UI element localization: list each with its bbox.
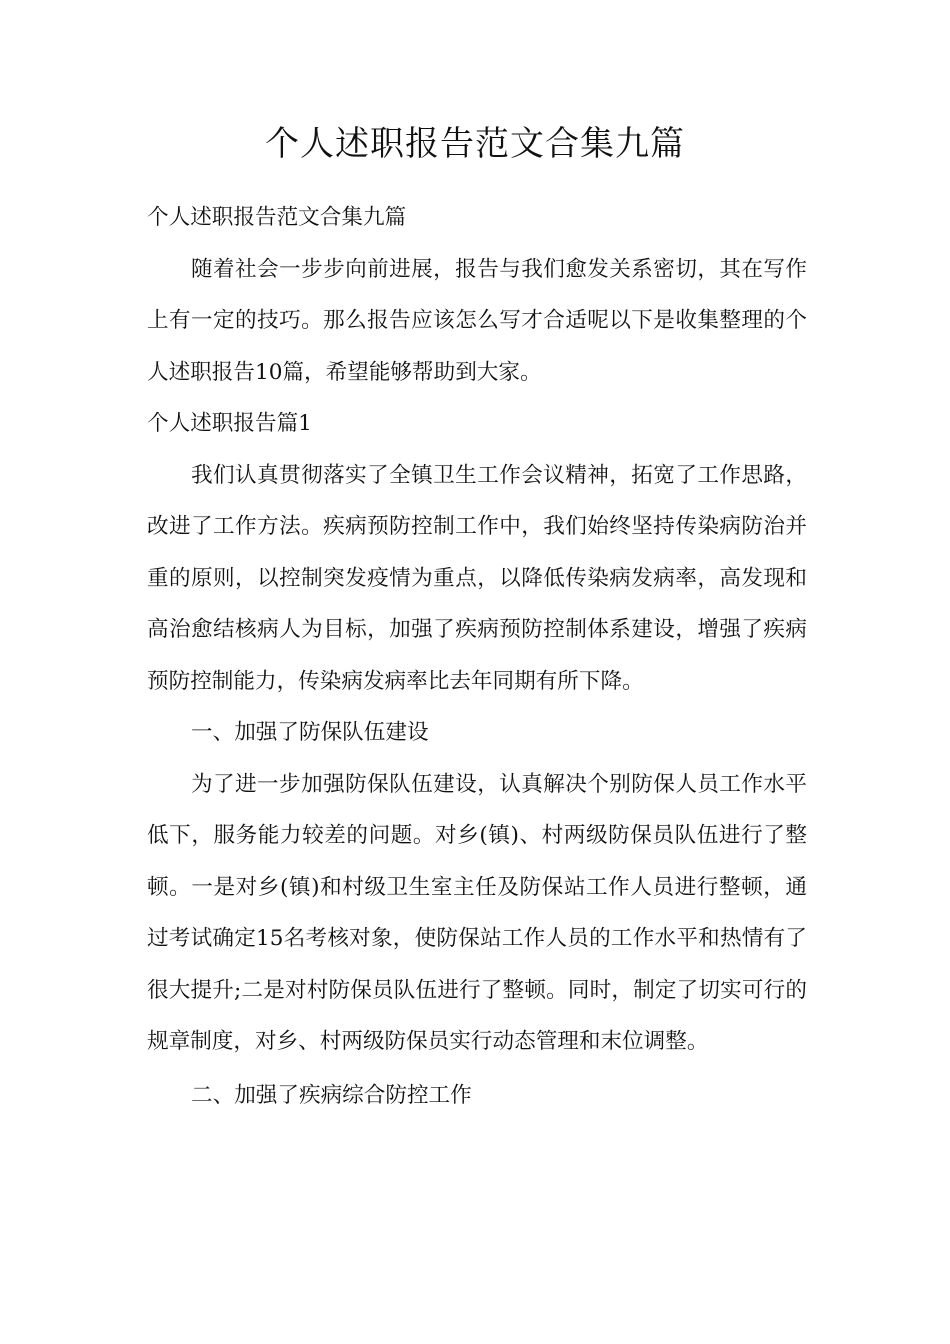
body-paragraph: 为了进一步加强防保队伍建设，认真解决个别防保人员工作水平低下，服务能力较差的问题。对乡(镇)、村两级防保员队伍进行了整顿。一是对乡(镇)和村级卫生室主任及防保站工作人员进行整顿，通过考试确定15名考核对象，使防保站工作人员的工作水平和热情有了很大提升;二是对村防保员队伍进行了整顿。同时，制定了切实可行的规章制度，对乡、村两级防保员实行动态管理和末位调整。 <box>147 771 807 1054</box>
document-subtitle: 个人述职报告范文合集九篇 <box>147 205 407 230</box>
document-title: 个人述职报告范文合集九篇 <box>265 124 685 164</box>
section-heading: 个人述职报告篇1 <box>147 411 312 436</box>
body-paragraph: 我们认真贯彻落实了全镇卫生工作会议精神，拓宽了工作思路，改进了工作方法。疾病预防控制工作中，我们始终坚持传染病防治并重的原则，以控制突发疫情为重点，以降低传染病发病率，高发现和高治愈结核病人为目标，加强了疾病预防控制体系建设，增强了疾病预防控制能力，传染病发病率比去年同期有所下降。 <box>147 462 807 694</box>
subheading: 一、加强了防保队伍建设 <box>191 720 429 745</box>
intro-paragraph: 随着社会一步步向前进展，报告与我们愈发关系密切，其在写作上有一定的技巧。那么报告应该怎么写才合适呢以下是收集整理的个人述职报告10篇，希望能够帮助到大家。 <box>147 256 807 385</box>
subheading: 二、加强了疾病综合防控工作 <box>191 1082 472 1108</box>
document-body <box>147 192 807 1121</box>
